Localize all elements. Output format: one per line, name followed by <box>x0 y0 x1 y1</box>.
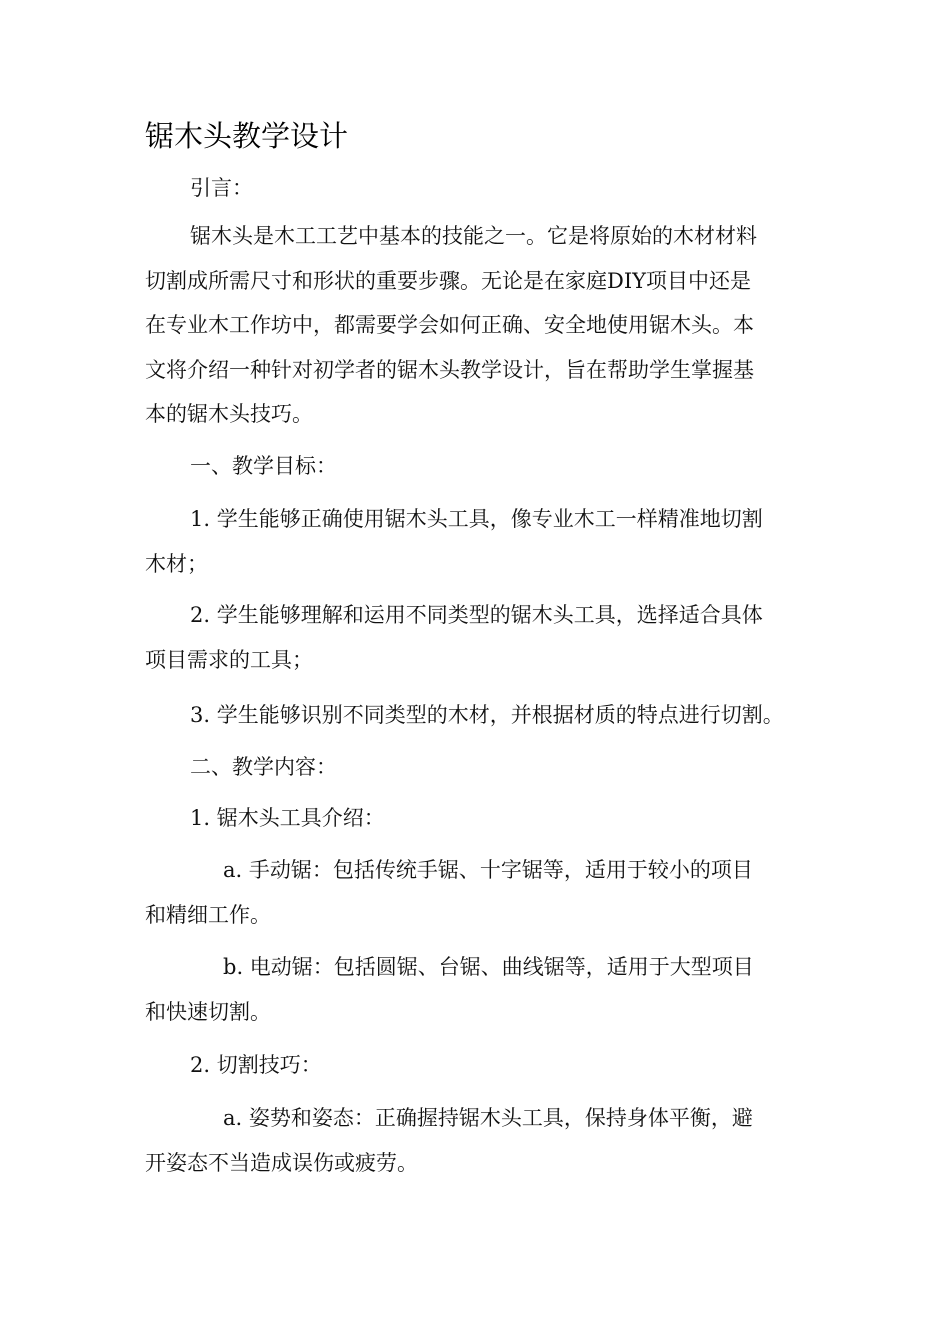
goal-1-line-2: 木材； <box>145 551 208 576</box>
intro-line-1: 锯木头是木工工艺中基本的技能之一。它是将原始的木材材料 <box>190 224 757 248</box>
document-title: 锯木头教学设计 <box>145 119 349 153</box>
intro-heading-text: 引言： <box>190 176 253 200</box>
section1-heading <box>145 444 805 489</box>
goal-1-line-1: 1. 学生能够正确使用锯木头工具，像专业木工一样精准地切割 <box>190 507 763 531</box>
section2-heading-text: 二、教学内容： <box>190 755 337 779</box>
content-1a-line-1: a. 手动锯：包括传统手锯、十字锯等，适用于较小的项目 <box>223 858 753 882</box>
content-1-heading-text: 1. 锯木头工具介绍： <box>190 806 385 830</box>
intro-heading <box>145 166 805 211</box>
goal-3 <box>145 693 805 738</box>
intro-line-4: 文将介绍一种针对初学者的锯木头教学设计，旨在帮助学生掌握基 <box>145 357 754 382</box>
content-1-heading <box>145 796 805 841</box>
goal-3-line-1: 3. 学生能够识别不同类型的木材，并根据材质的特点进行切割。 <box>190 703 784 727</box>
intro-line-5: 本的锯木头技巧。 <box>145 402 313 426</box>
goal-2-line-2: 项目需求的工具； <box>145 647 313 672</box>
intro-paragraph <box>145 214 805 437</box>
goal-2 <box>145 593 805 682</box>
content-1b-line-1: b. 电动锯：包括圆锯、台锯、曲线锯等，适用于大型项目 <box>223 955 754 979</box>
content-1a-line-2: 和精细工作。 <box>145 902 271 927</box>
content-2a <box>145 1096 805 1185</box>
content-2-heading <box>145 1043 805 1088</box>
goal-1 <box>145 497 805 586</box>
section1-heading-text: 一、教学目标： <box>190 454 337 478</box>
content-2-heading-text: 2. 切割技巧： <box>190 1053 322 1077</box>
content-1a <box>145 848 805 937</box>
content-1b-line-2: 和快速切割。 <box>145 999 271 1024</box>
section2-heading <box>145 745 805 790</box>
intro-line-3: 在专业木工作坊中，都需要学会如何正确、安全地使用锯木头。本 <box>145 313 754 337</box>
content-2a-line-2: 开姿态不当造成误伤或疲劳。 <box>145 1150 418 1175</box>
goal-2-line-1: 2. 学生能够理解和运用不同类型的锯木头工具，选择适合具体 <box>190 603 763 627</box>
intro-line-2: 切割成所需尺寸和形状的重要步骤。无论是在家庭DIY项目中还是 <box>145 268 751 293</box>
content-1b <box>145 945 805 1034</box>
content-2a-line-1: a. 姿势和姿态：正确握持锯木头工具，保持身体平衡，避 <box>223 1106 753 1130</box>
